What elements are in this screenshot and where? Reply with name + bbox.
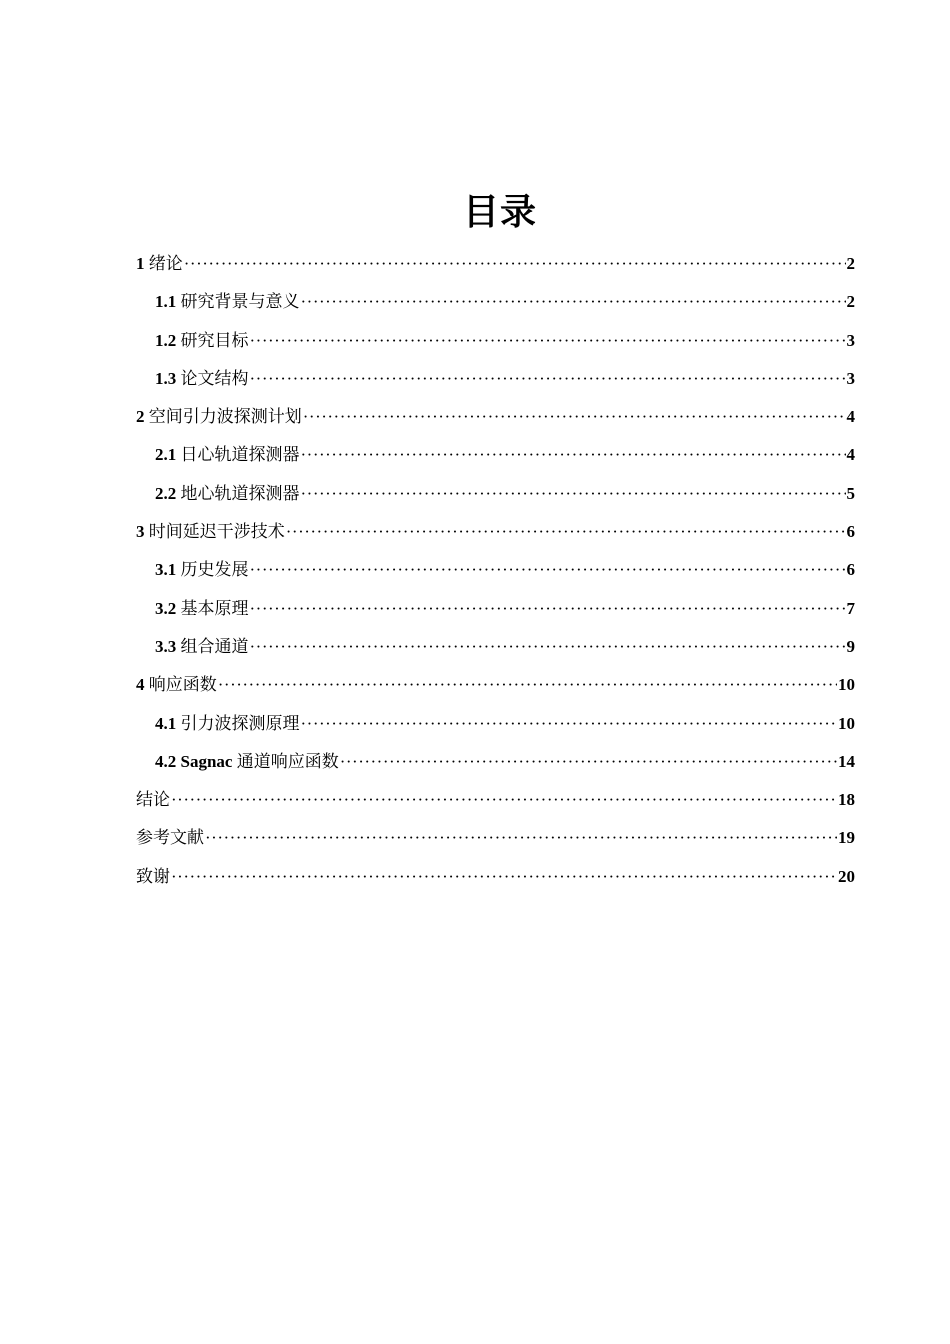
toc-entry-label bbox=[155, 551, 249, 589]
toc-entry-label bbox=[136, 666, 217, 704]
toc-dot-leader bbox=[301, 436, 846, 474]
toc-section-number: 4.1 bbox=[155, 713, 177, 733]
toc-dot-leader bbox=[250, 590, 846, 628]
toc-entry[interactable] bbox=[136, 551, 855, 589]
toc-entry[interactable] bbox=[136, 743, 855, 781]
toc-section-title: 时间延迟干涉技术 bbox=[148, 522, 285, 542]
toc-section-title: 基本原理 bbox=[180, 598, 249, 618]
toc-section-title: 地心轨道探测器 bbox=[180, 483, 300, 503]
toc-entry[interactable] bbox=[136, 513, 855, 551]
toc-section-number: 3 bbox=[136, 522, 145, 542]
toc-entry-label bbox=[155, 283, 300, 321]
toc-entry-label bbox=[136, 819, 204, 857]
toc-entry-label bbox=[136, 781, 170, 819]
toc-entry[interactable] bbox=[136, 628, 855, 666]
toc-section-title: 通道响应函数 bbox=[236, 751, 339, 771]
toc-page-number: 2 bbox=[846, 254, 855, 273]
toc-section-number: 3.2 bbox=[155, 598, 177, 618]
toc-page-number: 3 bbox=[846, 368, 855, 388]
toc-section-number: 1.2 bbox=[155, 330, 177, 350]
toc-entry-label bbox=[155, 628, 249, 666]
toc-dot-leader bbox=[301, 283, 846, 321]
toc-dot-leader bbox=[250, 628, 846, 666]
toc-dot-leader bbox=[250, 551, 846, 589]
toc-entry[interactable] bbox=[136, 245, 855, 283]
toc-dot-leader bbox=[184, 245, 846, 283]
toc-dot-leader bbox=[301, 475, 846, 513]
toc-entry[interactable] bbox=[136, 819, 855, 857]
toc-entry[interactable] bbox=[136, 360, 855, 398]
toc-entry-label bbox=[136, 858, 170, 896]
toc-page-number: 14 bbox=[838, 751, 855, 771]
toc-title: 目录 bbox=[462, 192, 537, 232]
toc-section-number: 3.1 bbox=[155, 560, 177, 580]
toc-section-number: 2.2 bbox=[155, 483, 177, 503]
toc-dot-leader bbox=[301, 705, 838, 743]
toc-dot-leader bbox=[171, 781, 837, 819]
toc-entry-label bbox=[136, 398, 302, 436]
toc-section-number: 1 bbox=[136, 254, 145, 273]
toc-entry-label bbox=[155, 360, 249, 398]
toc-section-number: 1.3 bbox=[155, 368, 177, 388]
toc-entry-label bbox=[155, 590, 249, 628]
toc-entry-label bbox=[155, 475, 300, 513]
toc-page-number: 19 bbox=[838, 828, 855, 848]
toc-section-title: 响应函数 bbox=[148, 675, 217, 695]
toc-section-number: 2 bbox=[136, 407, 145, 427]
toc-entry-label bbox=[155, 743, 339, 781]
toc-page-number: 10 bbox=[838, 713, 855, 733]
toc-section-title: 致谢 bbox=[136, 866, 170, 886]
toc-page-number: 5 bbox=[846, 483, 855, 503]
toc-dot-leader bbox=[218, 666, 837, 704]
toc-dot-leader bbox=[250, 322, 846, 360]
toc-dot-leader bbox=[171, 858, 837, 896]
toc-section-title: 空间引力波探测计划 bbox=[148, 407, 302, 427]
toc-dot-leader bbox=[250, 360, 846, 398]
toc-section-number: 3.3 bbox=[155, 636, 177, 656]
toc-section-title: 组合通道 bbox=[180, 636, 249, 656]
toc-dot-leader bbox=[303, 398, 846, 436]
toc-entry[interactable] bbox=[136, 436, 855, 474]
toc-entry-label bbox=[136, 245, 183, 283]
toc-section-title: 历史发展 bbox=[180, 560, 249, 580]
toc-page-number: 3 bbox=[846, 330, 855, 350]
toc-page-number: 10 bbox=[838, 675, 855, 695]
toc-entry-label bbox=[155, 322, 249, 360]
toc-section-title: 结论 bbox=[136, 790, 170, 810]
toc-entry[interactable] bbox=[136, 475, 855, 513]
toc-page-number: 2 bbox=[846, 292, 855, 312]
toc-entry[interactable] bbox=[136, 858, 855, 896]
toc-section-title: 参考文献 bbox=[136, 828, 204, 848]
toc-section-title: 引力波探测原理 bbox=[180, 713, 300, 733]
toc-section-title: 研究背景与意义 bbox=[180, 292, 300, 312]
toc-section-number: 4.2 Sagnac bbox=[155, 751, 233, 771]
toc-page-number: 20 bbox=[838, 866, 855, 886]
toc-page-number: 6 bbox=[846, 522, 855, 542]
toc-entry[interactable] bbox=[136, 705, 855, 743]
toc-entry[interactable] bbox=[136, 666, 855, 704]
toc-dot-leader bbox=[205, 819, 837, 857]
toc-page-number: 4 bbox=[846, 445, 855, 465]
toc-section-title: 论文结构 bbox=[180, 368, 249, 388]
toc-page-number: 6 bbox=[846, 560, 855, 580]
toc-section-number: 2.1 bbox=[155, 445, 177, 465]
toc-page-number: 7 bbox=[846, 598, 855, 618]
toc-dot-leader bbox=[340, 743, 837, 781]
toc-entry-label bbox=[136, 513, 285, 551]
toc-page-number: 4 bbox=[846, 407, 855, 427]
toc-page-number: 18 bbox=[838, 790, 855, 810]
toc-list bbox=[136, 245, 855, 896]
toc-entry[interactable] bbox=[136, 398, 855, 436]
toc-section-title: 日心轨道探测器 bbox=[180, 445, 300, 465]
toc-entry-label bbox=[155, 436, 300, 474]
toc-entry[interactable] bbox=[136, 781, 855, 819]
toc-entry-label bbox=[155, 705, 300, 743]
toc-entry[interactable] bbox=[136, 322, 855, 360]
toc-dot-leader bbox=[286, 513, 846, 551]
toc-section-number: 1.1 bbox=[155, 292, 177, 312]
toc-section-title: 研究目标 bbox=[180, 330, 249, 350]
toc-entry[interactable] bbox=[136, 283, 855, 321]
toc-page-number: 9 bbox=[846, 636, 855, 656]
toc-entry[interactable] bbox=[136, 590, 855, 628]
toc-section-title: 绪论 bbox=[148, 254, 183, 273]
toc-section-number: 4 bbox=[136, 675, 145, 695]
